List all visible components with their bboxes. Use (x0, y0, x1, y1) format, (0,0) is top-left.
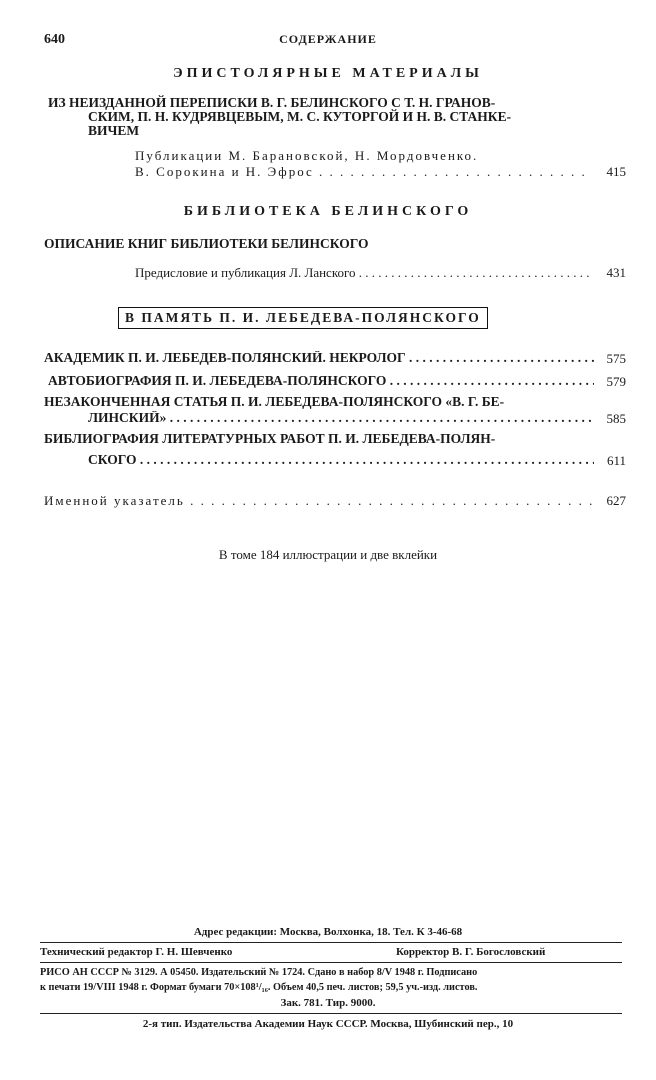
imprint-line: РИСО АН СССР № 3129. А 05450. Издательский № 1724. Сдано в набор 8/V 1948 г. Подписано (40, 967, 478, 978)
running-title: СОДЕРЖАНИЕ (279, 32, 377, 46)
page-ref: 579 (606, 374, 626, 389)
imprint-line: Зак. 781. Тир. 9000. (280, 997, 376, 1009)
divider (40, 962, 622, 963)
section-title-library: БИБЛИОТЕКА БЕЛИНСКОГО (183, 204, 473, 219)
imprint-line: к печати 19/VIII 1948 г. Формат бумаги 70×108¹/₁₆. Объем 40,5 печ. листов; 59,5 уч.-изд. листов. (40, 982, 478, 993)
section-title-memory: В ПАМЯТЬ П. И. ЛЕБЕДЕВА-ПОЛЯНСКОГО (118, 307, 488, 329)
toc-entry-unfinished-article-cont: ЛИНСКИЙ» . . . (88, 411, 594, 425)
toc-entry-bibliography: БИБЛИОГРАФИЯ ЛИТЕРАТУРНЫХ РАБОТ П. И. ЛЕБЕДЕВА-ПОЛЯН- (44, 431, 496, 446)
entry-title-line: ВИЧЕМ (88, 123, 140, 138)
toc-entry-epistolary (48, 96, 638, 138)
page-ref: 431 (606, 265, 626, 280)
corrector: Корректор В. Г. Богословский (396, 946, 546, 958)
page-ref: 627 (606, 493, 626, 508)
editorial-address: Адрес редакции: Москва, Волхонка, 18. Тел. К 3-46-68 (193, 926, 463, 938)
publication-credit: Предисловие и публикация Л. Ланского . . . (135, 265, 590, 281)
page-number: 640 (44, 32, 65, 47)
page-ref: 575 (606, 351, 626, 366)
toc-entry-unfinished-article: НЕЗАКОНЧЕННАЯ СТАТЬЯ П. И. ЛЕБЕДЕВА-ПОЛЯНСКОГО «В. Г. БЕ- (44, 394, 505, 409)
page-ref: 585 (606, 411, 626, 426)
illustrations-note: В томе 184 иллюстрации и две вклейки (218, 547, 438, 562)
toc-entry-library: ОПИСАНИЕ КНИГ БИБЛИОТЕКИ БЕЛИНСКОГО (44, 236, 369, 251)
page-ref: 611 (606, 453, 626, 468)
printer-info: 2-я тип. Издательства Академии Наук СССР. Москва, Шубинский пер., 10 (142, 1018, 514, 1030)
publication-credit: Публикации М. Барановской, Н. Мордовченко. (135, 148, 479, 163)
entry-title-line: СКИМ, П. Н. КУДРЯВЦЕВЫМ, М. С. КУТОРГОЙ И Н. В. СТАНКЕ- (88, 109, 512, 124)
section-title-epistolary: ЭПИСТОЛЯРНЫЕ МАТЕРИАЛЫ (173, 66, 483, 81)
technical-editor: Технический редактор Г. Н. Шевченко (40, 946, 233, 958)
divider (40, 1013, 622, 1014)
toc-entry-autobiography: АВТОБИОГРАФИЯ П. И. ЛЕБЕДЕВА-ПОЛЯНСКОГО . . . (48, 374, 594, 388)
toc-entry-obituary: АКАДЕМИК П. И. ЛЕБЕДЕВ-ПОЛЯНСКИЙ. НЕКРОЛОГ . . . (44, 351, 594, 365)
divider (40, 942, 622, 943)
publication-credit: В. Сорокина и Н. Эфрос . . . (135, 164, 590, 180)
entry-title-line: ИЗ НЕИЗДАННОЙ ПЕРЕПИСКИ В. Г. БЕЛИНСКОГО С Т. Н. ГРАНОВ- (48, 95, 496, 110)
toc-entry-bibliography-cont: СКОГО . . . (88, 453, 594, 467)
page-ref: 415 (606, 164, 626, 179)
toc-entry-name-index: Именной указатель . . . (44, 493, 594, 509)
